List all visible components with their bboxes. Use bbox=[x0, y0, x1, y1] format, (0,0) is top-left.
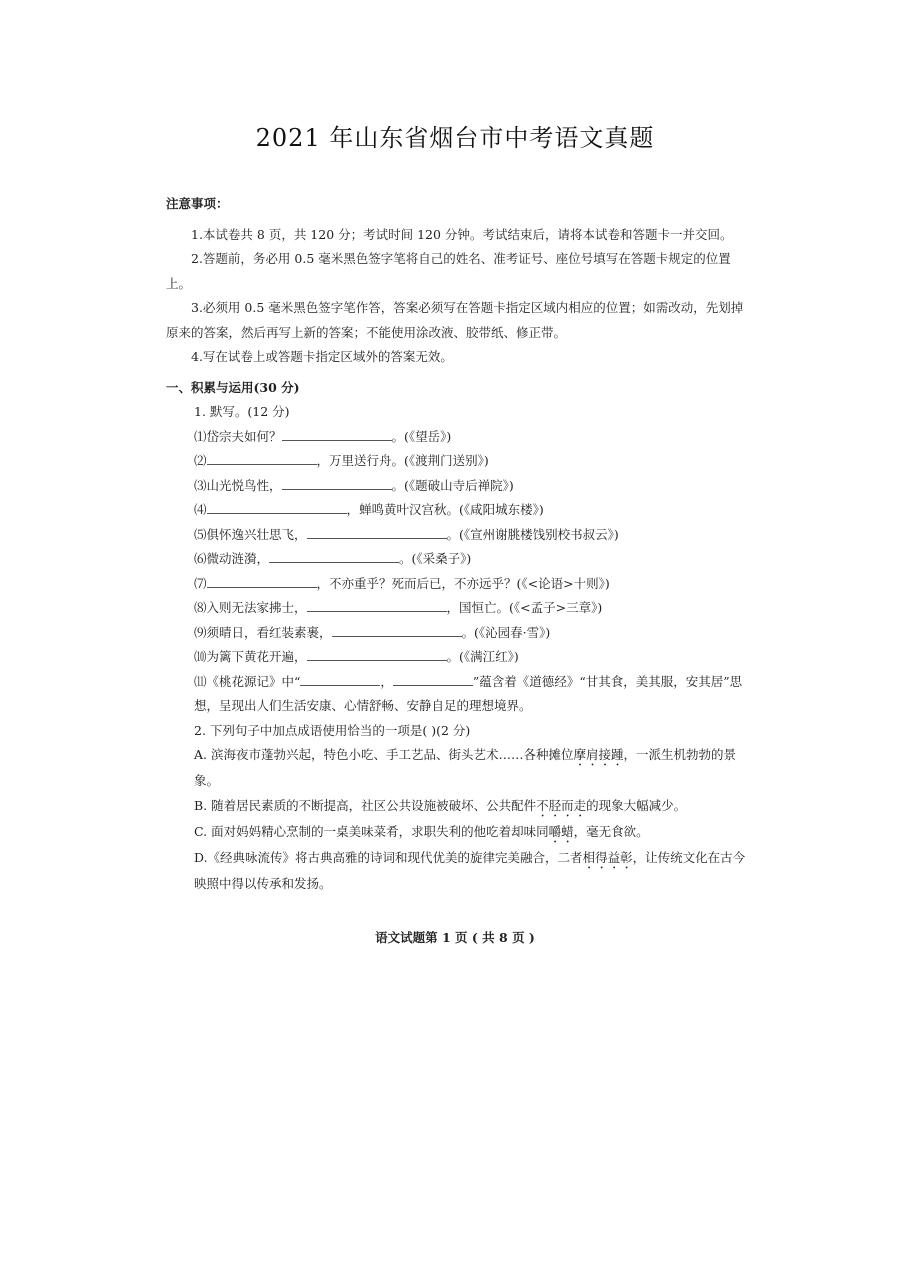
choice-c: C. 面对妈妈精心烹制的一桌美味菜肴，求职失利的他吃着却味同嚼蜡，毫无食欲。 bbox=[194, 823, 649, 839]
notice-item: 1.本试卷共 8 页，共 120 分；考试时间 120 分钟。考试结束后，请将本试卷和答题卡一并交回。 bbox=[191, 226, 733, 242]
recitation-item: ⑷ ，蝉鸣黄叶汉宫秋。(《咸阳城东楼》) bbox=[166, 498, 746, 523]
answer-blank bbox=[269, 548, 399, 563]
answer-blank bbox=[307, 597, 447, 612]
answer-blank bbox=[207, 499, 347, 514]
notice-heading: 注意事项： bbox=[166, 196, 229, 211]
recitation-item: ⑼须晴日，看红装素裹， 。(《沁园春·雪》) bbox=[166, 621, 746, 646]
recitation-item: ⑵ ，万里送行舟。(《渡荆门送别》) bbox=[166, 449, 746, 474]
exam-body bbox=[166, 192, 746, 896]
notice-item: 4.写在试卷上或答题卡指定区域外的答案无效。 bbox=[191, 349, 453, 364]
section-heading: 一、积累与运用(30 分) bbox=[166, 379, 300, 395]
answer-blank bbox=[332, 622, 462, 637]
notice-item: 2.答题前，务必用 0.5 毫米黑色签字笔将自己的姓名、准考证号、座位号填写在答题卡规定的位置上。 bbox=[166, 251, 731, 291]
recitation-item: ⑶山光悦鸟性， 。(《题破山寺后禅院》) bbox=[166, 474, 746, 499]
answer-blank bbox=[207, 573, 317, 588]
answer-blank bbox=[207, 450, 317, 465]
recitation-item: ⑻入则无法家拂士， ，国恒亡。(《<孟子>三章》) bbox=[166, 596, 746, 621]
question-heading: 2. 下列句子中加点成语使用恰当的一项是( )(2 分) bbox=[194, 722, 471, 738]
recitation-item: ⑹微动涟漪， 。(《采桑子》) bbox=[166, 547, 746, 572]
answer-blank bbox=[307, 524, 447, 539]
recitation-item: ⑽为篱下黄花开遍， 。(《满江红》) bbox=[166, 645, 746, 670]
choice-a: A. 滨海夜市蓬勃兴起，特色小吃、手工艺品、街头艺术……各种摊位摩肩接踵，一派生机勃勃的景象。 bbox=[194, 747, 737, 788]
notice-item: 3.必须用 0.5 毫米黑色签字笔作答，答案必须写在答题卡指定区域内相应的位置；如需改动，先划掉原来的答案，然后再写上新的答案；不能使用涂改液、胶带纸、修正带。 bbox=[166, 300, 744, 340]
choice-b: B. 随着居民素质的不断提高，社区公共设施被破坏、公共配件不胫而走的现象大幅减少。 bbox=[194, 797, 687, 813]
recitation-item-11: ⑾《桃花源记》中“ ， ”蕴含着《道德经》“甘其食，美其服，安其居”思想，呈现出人们生活安康、心情舒畅、安静自足的理想境界。 bbox=[166, 670, 746, 719]
choice-d: D.《经典咏流传》将古典高雅的诗词和现代优美的旋律完美融合，二者相得益彰，让传统文化在古今映照中得以传承和发扬。 bbox=[194, 849, 746, 891]
recitation-item: ⑸俱怀逸兴壮思飞， 。(《宣州谢朓楼饯别校书叔云》) bbox=[166, 523, 746, 548]
answer-blank bbox=[282, 475, 392, 490]
answer-blank bbox=[307, 646, 447, 661]
answer-blank bbox=[393, 671, 473, 686]
answer-blank bbox=[300, 671, 380, 686]
recitation-item: ⑺ ，不亦重乎？死而后已，不亦远乎？(《<论语>十则》) bbox=[166, 572, 746, 597]
page-footer: 语文试题第 1 页 ( 共 8 页 ) bbox=[375, 930, 535, 945]
recitation-item: ⑴岱宗夫如何？ 。(《望岳》) bbox=[166, 425, 746, 450]
question-heading: 1. 默写。(12 分) bbox=[194, 404, 290, 419]
answer-blank bbox=[282, 426, 392, 441]
page-title: 2021 年山东省烟台市中考语文真题 bbox=[255, 124, 655, 152]
